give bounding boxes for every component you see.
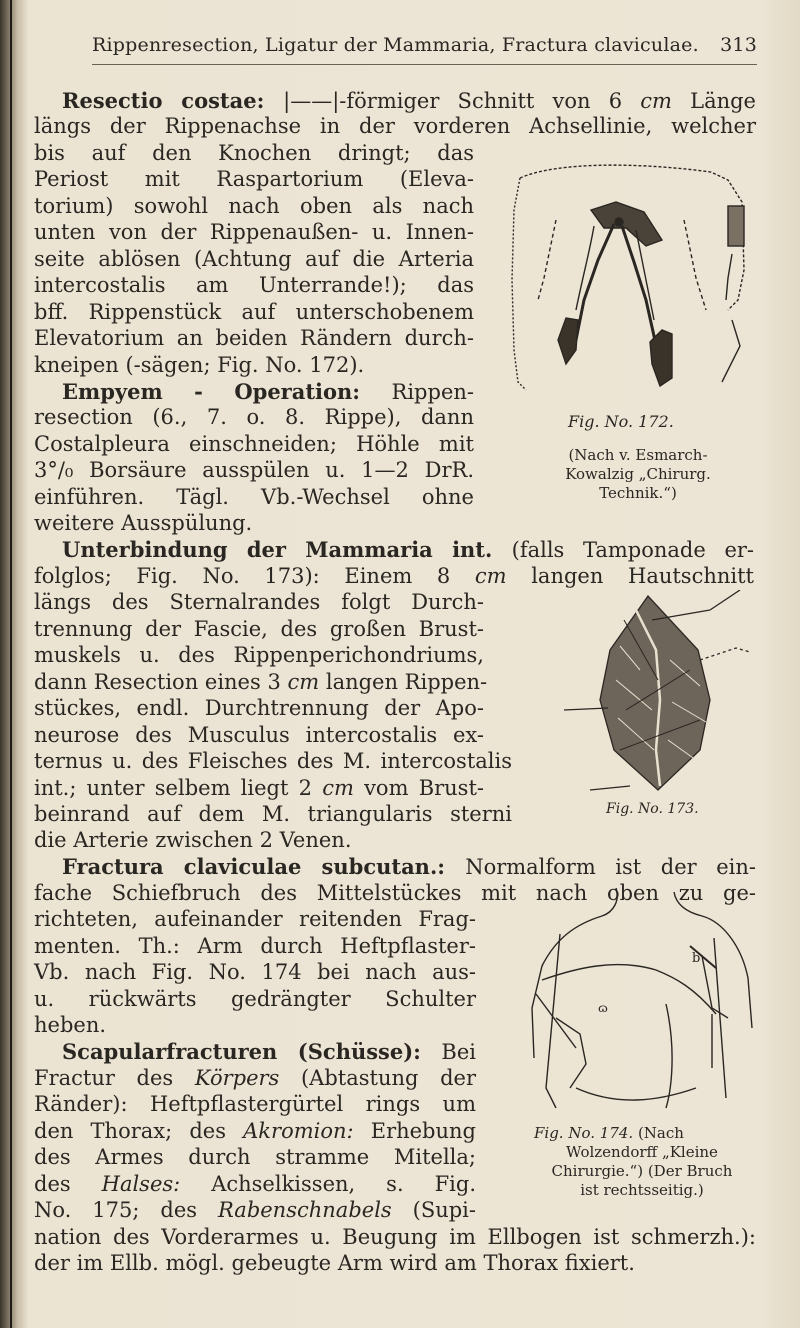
page-number: 313 bbox=[720, 34, 757, 56]
text-line bbox=[34, 1092, 476, 1117]
bold-heading: Fractura claviculae subcutan.: bbox=[62, 854, 466, 879]
text-line bbox=[34, 194, 474, 219]
fig-172-caption-line-2: Kowalzig „Chirurg. bbox=[565, 465, 711, 483]
fig-173-label: Fig. No. 173. bbox=[606, 801, 699, 817]
italic-text: cm bbox=[640, 89, 672, 113]
text-span: Costalpleura einschneiden; Höhle mit bbox=[34, 432, 474, 456]
text-span: Elevatorium an beiden Rändern durch- bbox=[34, 326, 474, 350]
text-span: richteten, aufeinander reitenden Frag- bbox=[34, 907, 476, 931]
text-span: des bbox=[34, 1172, 102, 1196]
text-span: die Arterie zwischen 2 Venen. bbox=[34, 828, 352, 852]
text-span: No. 175; des bbox=[34, 1198, 218, 1222]
running-title: Rippenresection, Ligatur der Mammaria, Fractura claviculae. bbox=[92, 34, 699, 56]
bold-heading: Scapularfracturen (Schüsse): bbox=[62, 1039, 442, 1064]
text-line bbox=[34, 723, 484, 748]
text-line bbox=[34, 247, 474, 272]
text-span: bff. Rippenstück auf unterschobenem bbox=[34, 300, 474, 324]
spine-edge bbox=[10, 0, 12, 1328]
book-spine bbox=[0, 0, 28, 1328]
text-span: bis auf den Knochen dringt; das bbox=[34, 141, 474, 165]
text-span: 3°/₀ Borsäure ausspülen u. 1—2 DrR. bbox=[34, 458, 474, 482]
text-span: beinrand auf dem M. triangularis sterni bbox=[34, 802, 512, 826]
italic-text: Rabenschnabels bbox=[218, 1198, 392, 1222]
italic-text: cm bbox=[322, 776, 354, 800]
svg-text:b: b bbox=[692, 951, 701, 966]
text-span: int.; unter selbem liegt 2 bbox=[34, 776, 323, 800]
text-span: den Thorax; des bbox=[34, 1119, 244, 1143]
text-line bbox=[34, 300, 474, 325]
fig-174-caption-line-2: Chirurgie.“) (Der Bruch bbox=[551, 1162, 733, 1180]
text-span: (Supi- bbox=[391, 1198, 476, 1222]
text-span: seite ablösen (Achtung auf die Arteria bbox=[34, 247, 474, 271]
fig-172-caption-line-1: (Nach v. Esmarch- bbox=[568, 446, 708, 464]
text-span: Periost mit Raspartorium (Eleva- bbox=[34, 167, 474, 191]
text-span: unten von der Rippenaußen- u. Innen- bbox=[34, 220, 474, 244]
text-span: neurose des Musculus intercostalis ex- bbox=[34, 723, 484, 747]
text-span: intercostalis am Unterrande!); das bbox=[34, 273, 474, 297]
svg-text:ɷ: ɷ bbox=[598, 1001, 608, 1015]
text-span: menten. Th.: Arm durch Heftpflaster- bbox=[34, 934, 476, 958]
bold-heading: Resectio costae: bbox=[62, 88, 284, 113]
text-line bbox=[34, 326, 474, 351]
text-line bbox=[34, 114, 756, 139]
text-span: längs des Sternalrandes folgt Durch- bbox=[34, 590, 484, 614]
text-line bbox=[34, 617, 484, 642]
text-line bbox=[34, 776, 484, 801]
text-span: weitere Ausspülung. bbox=[34, 511, 253, 535]
text-line bbox=[62, 854, 756, 880]
fig-174-caption-line-3: ist rechtsseitig.) bbox=[580, 1181, 704, 1199]
text-span: (falls Tamponade er- bbox=[511, 538, 755, 562]
text-span: einführen. Tägl. Vb.-Wechsel ohne bbox=[34, 485, 474, 509]
text-line bbox=[34, 907, 476, 932]
fig-174-caption-line-1: Wolzendorff „Kleine bbox=[566, 1143, 718, 1161]
text-line bbox=[34, 749, 512, 774]
text-span: vom Brust- bbox=[353, 776, 484, 800]
text-line bbox=[34, 458, 474, 483]
text-line bbox=[62, 537, 754, 563]
text-line bbox=[34, 141, 474, 166]
text-line bbox=[62, 88, 756, 114]
text-span: u. rückwärts gedrängter Schulter bbox=[34, 987, 476, 1011]
text-span: Erhebung bbox=[353, 1119, 476, 1143]
text-span: Fractur des bbox=[34, 1066, 195, 1090]
text-line bbox=[34, 1198, 476, 1223]
text-span: fache Schiefbruch des Mittelstückes mit nach oben zu ge- bbox=[34, 881, 756, 905]
text-span: trennung der Fascie, des großen Brust- bbox=[34, 617, 484, 641]
text-span: muskels u. des Rippenperichondriums, bbox=[34, 643, 484, 667]
text-span: kneipen (-sägen; Fig. No. 172). bbox=[34, 353, 365, 377]
fig-173-mammaria-ligature bbox=[560, 590, 770, 800]
text-span: Ränder): Heftpflastergürtel rings um bbox=[34, 1092, 476, 1116]
text-span: der im Ellb. mögl. gebeugte Arm wird am Thorax fixiert. bbox=[34, 1251, 635, 1275]
text-span: nation des Vorderarmes u. Beugung im Ellbogen ist schmerzh.): bbox=[34, 1225, 756, 1249]
fig-172-rib-shears bbox=[496, 150, 766, 410]
text-span: (Abtastung der bbox=[279, 1066, 476, 1090]
fig-174-label-line bbox=[534, 1124, 684, 1142]
text-line bbox=[34, 220, 474, 245]
text-span: längs der Rippenachse in der vorderen Achsellinie, welcher bbox=[34, 114, 756, 138]
text-line bbox=[34, 1172, 476, 1197]
text-line bbox=[34, 934, 476, 959]
text-span: langen Rippen- bbox=[319, 670, 488, 694]
text-line bbox=[34, 511, 252, 536]
text-line bbox=[34, 1225, 756, 1250]
text-span: langen Hautschnitt bbox=[506, 564, 754, 588]
text-line bbox=[34, 1066, 476, 1091]
text-line bbox=[34, 960, 476, 985]
text-line bbox=[34, 273, 474, 298]
fig-172-label: Fig. No. 172. bbox=[568, 412, 674, 431]
text-line bbox=[34, 1145, 476, 1170]
fig-174-label: Fig. No. 174. bbox=[534, 1124, 634, 1142]
text-line bbox=[34, 696, 484, 721]
text-line bbox=[34, 1119, 476, 1144]
text-line bbox=[62, 379, 474, 405]
bold-heading: Empyem - Operation: bbox=[62, 379, 392, 404]
italic-text: cm bbox=[474, 564, 507, 588]
text-span: Rippen- bbox=[391, 380, 474, 404]
text-line bbox=[34, 1013, 106, 1038]
text-line bbox=[34, 405, 474, 430]
text-line bbox=[34, 828, 352, 853]
text-span: heben. bbox=[34, 1013, 107, 1037]
text-line bbox=[34, 353, 474, 378]
text-span: torium) sowohl nach oben als nach bbox=[34, 194, 474, 218]
text-span: |——|-förmiger Schnitt von 6 bbox=[283, 89, 641, 113]
text-line bbox=[34, 987, 476, 1012]
italic-text: Halses: bbox=[101, 1172, 181, 1196]
text-line bbox=[34, 167, 474, 192]
text-span: ternus u. des Fleisches des M. intercostalis bbox=[34, 749, 512, 773]
text-span: dann Resection eines 3 bbox=[34, 670, 288, 694]
italic-text: Akromion: bbox=[243, 1119, 354, 1143]
text-span: Länge bbox=[671, 89, 756, 113]
italic-text: cm bbox=[287, 670, 320, 694]
text-line bbox=[34, 643, 484, 668]
text-line bbox=[34, 1251, 635, 1276]
text-line bbox=[34, 564, 754, 589]
text-span: Bei bbox=[441, 1040, 476, 1064]
fig-172-caption-line-3: Technik.“) bbox=[599, 484, 677, 502]
italic-text: Körpers bbox=[194, 1066, 280, 1090]
text-line bbox=[34, 670, 488, 695]
text-span: resection (6., 7. o. 8. Rippe), dann bbox=[34, 405, 474, 429]
text-line bbox=[34, 485, 474, 510]
text-line bbox=[34, 802, 512, 827]
text-line bbox=[34, 432, 474, 457]
text-span: des Armes durch stramme Mitella; bbox=[34, 1145, 476, 1169]
text-line bbox=[34, 590, 484, 615]
text-span: stückes, endl. Durchtrennung der Apo- bbox=[34, 696, 484, 720]
text-line bbox=[62, 1039, 476, 1065]
bold-heading: Unterbindung der Mammaria int. bbox=[62, 537, 512, 562]
text-span: Normalform ist der ein- bbox=[465, 855, 756, 879]
fig-174-caption-start: (Nach bbox=[637, 1124, 684, 1142]
fig-174-clavicle-bandage bbox=[516, 888, 766, 1113]
text-span: Vb. nach Fig. No. 174 bei nach aus- bbox=[34, 960, 476, 984]
header-rule bbox=[92, 64, 757, 65]
running-head bbox=[92, 34, 757, 56]
text-span: folglos; Fig. No. 173): Einem 8 bbox=[34, 564, 475, 588]
text-span: Achselkissen, s. Fig. bbox=[180, 1172, 476, 1196]
